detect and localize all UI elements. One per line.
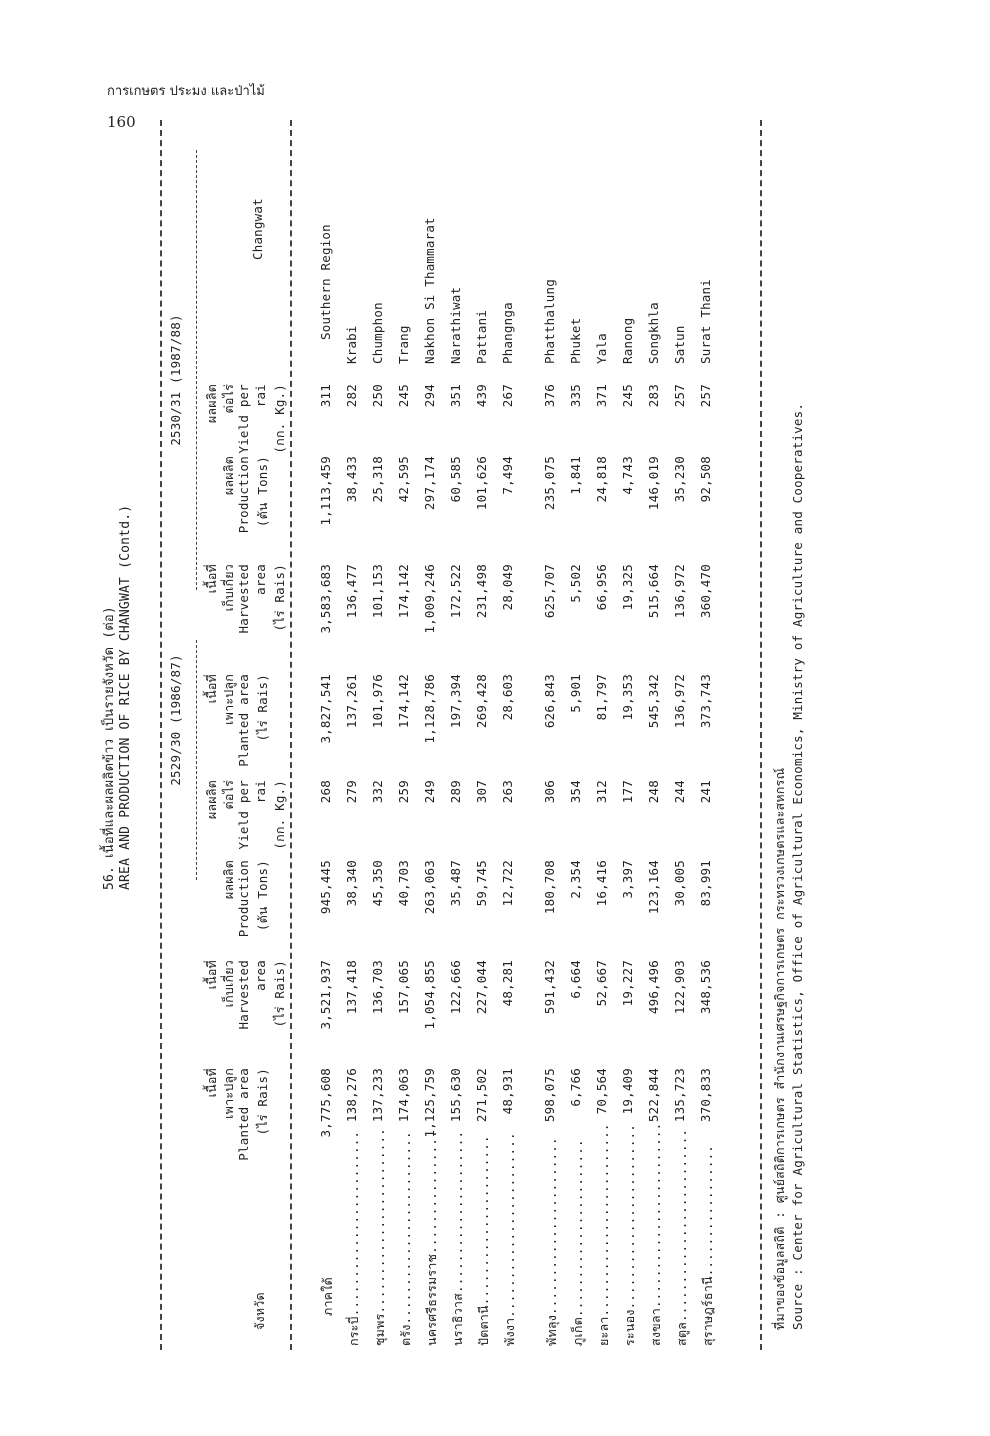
cell-value: 439: [474, 384, 489, 408]
cell-value: 235,075: [542, 456, 557, 511]
rule-year2: [196, 150, 197, 590]
cell-value: 101,626: [474, 456, 489, 511]
cell-value: 269,428: [474, 674, 489, 729]
col-header-8-en2: rai: [253, 384, 268, 408]
cell-value: 137,233: [370, 1068, 385, 1123]
cell-value: 155,630: [448, 1068, 463, 1123]
cell-value: 19,325: [620, 564, 635, 611]
cell-value: 28,049: [500, 564, 515, 611]
rule-header-bottom: [290, 120, 292, 1350]
cell-value: 289: [448, 780, 463, 804]
row-name-en: Chumphon: [370, 302, 385, 364]
cell-value: 245: [620, 384, 635, 408]
col-changwat-th: จังหวัด: [252, 1292, 267, 1330]
row-name-th: สตูล.........................: [674, 1128, 689, 1346]
cell-value: 257: [698, 384, 713, 408]
cell-value: 245: [396, 384, 411, 408]
row-name-th: ภาคใต้: [320, 1277, 335, 1316]
col-header-6-en1: Harvested: [236, 564, 251, 634]
cell-value: 19,353: [620, 674, 635, 721]
cell-value: 227,044: [474, 960, 489, 1015]
cell-value: 123,164: [646, 860, 661, 915]
cell-value: 1,009,246: [422, 564, 437, 634]
cell-value: 250: [370, 384, 385, 408]
cell-value: 135,723: [672, 1068, 687, 1123]
source-th: ที่มาของข้อมูลสถิติ : ศูนย์สถิติการเกษตร สำนักงานเศรษฐกิจการเกษตร กระทรวงเกษตรและสหกรณ์: [772, 767, 787, 1330]
row-name-en: Satun: [672, 325, 687, 364]
row-name-th: ภูเก็ต.......................: [570, 1139, 585, 1346]
cell-value: 306: [542, 780, 557, 804]
cell-value: 5,901: [568, 674, 583, 713]
row-name-en: Ranong: [620, 317, 635, 364]
cell-value: 545,342: [646, 674, 661, 729]
cell-value: 2,354: [568, 860, 583, 899]
col-header-4-en3: (กก. Kg.): [272, 780, 287, 850]
row-name-th: สุราษฎร์ธานี.................: [700, 1144, 715, 1346]
cell-value: 174,142: [396, 674, 411, 729]
col-header-7-th2: ผลผลิต: [221, 456, 236, 496]
year2-header: 2530/31 (1987/88): [168, 314, 183, 446]
cell-value: 1,128,786: [422, 674, 437, 744]
col-header-3-en1: Production: [236, 860, 251, 938]
cell-value: 249: [422, 780, 437, 804]
col-header-3-en2: (ตัน Tons): [255, 860, 270, 932]
cell-value: 370,833: [698, 1068, 713, 1123]
cell-value: 307: [474, 780, 489, 804]
col-header-4-en1: Yield per: [236, 780, 251, 850]
cell-value: 92,508: [698, 456, 713, 503]
row-name-en: Pattani: [474, 309, 489, 364]
col-header-1-th2: เพาะปลูก: [221, 1068, 236, 1119]
running-header-title: การเกษตร ประมง และป่าไม้: [107, 84, 265, 99]
cell-value: 81,797: [594, 674, 609, 721]
row-name-en: Nakhon Si Thammarat: [422, 217, 437, 364]
row-name-en: Phuket: [568, 317, 583, 364]
cell-value: 59,745: [474, 860, 489, 907]
cell-value: 40,703: [396, 860, 411, 907]
col-header-4-th2: ต่อไร่: [221, 780, 236, 810]
row-name-th: ตรัง.........................: [398, 1131, 413, 1346]
cell-value: 625,707: [542, 564, 557, 619]
cell-value: 5,502: [568, 564, 583, 603]
col-header-2-en3: (ไร่ Rais): [272, 960, 287, 1028]
cell-value: 48,931: [500, 1068, 515, 1115]
cell-value: 174,063: [396, 1068, 411, 1123]
col-header-6-th2: เก็บเกี่ยว: [221, 564, 236, 612]
cell-value: 122,903: [672, 960, 687, 1015]
row-name-th: ยะลา.........................: [596, 1123, 611, 1346]
page-number: 160: [107, 113, 136, 131]
cell-value: 1,054,855: [422, 960, 437, 1030]
row-name-th: พัทลุง.......................: [544, 1137, 559, 1346]
cell-value: 268: [318, 780, 333, 804]
cell-value: 271,502: [474, 1068, 489, 1123]
cell-value: 42,595: [396, 456, 411, 503]
col-changwat-en: Changwat: [250, 198, 265, 260]
row-name-en: Yala: [594, 333, 609, 364]
cell-value: 83,991: [698, 860, 713, 907]
cell-value: 3,397: [620, 860, 635, 899]
col-header-5-en1: Planted area: [236, 674, 251, 767]
row-name-th: ชุมพร........................: [372, 1128, 387, 1346]
cell-value: 6,664: [568, 960, 583, 999]
col-header-4-en2: rai: [253, 780, 268, 804]
cell-value: 3,521,937: [318, 960, 333, 1030]
cell-value: 1,113,459: [318, 456, 333, 526]
cell-value: 136,972: [672, 564, 687, 619]
cell-value: 38,340: [344, 860, 359, 907]
col-header-1-th1: เนื้อที่: [204, 1068, 219, 1098]
cell-value: 376: [542, 384, 557, 408]
cell-value: 294: [422, 384, 437, 408]
cell-value: 146,019: [646, 456, 661, 511]
cell-value: 180,708: [542, 860, 557, 915]
cell-value: 4,743: [620, 456, 635, 495]
cell-value: 626,843: [542, 674, 557, 729]
cell-value: 101,976: [370, 674, 385, 729]
cell-value: 12,722: [500, 860, 515, 907]
row-name-en: Phangnga: [500, 302, 515, 364]
cell-value: 138,276: [344, 1068, 359, 1123]
cell-value: 7,494: [500, 456, 515, 495]
cell-value: 30,005: [672, 860, 687, 907]
cell-value: 197,394: [448, 674, 463, 729]
cell-value: 241: [698, 780, 713, 804]
cell-value: 38,433: [344, 456, 359, 503]
row-name-en: Trang: [396, 325, 411, 364]
cell-value: 3,583,683: [318, 564, 333, 634]
cell-value: 297,174: [422, 456, 437, 511]
row-name-en: Songkhla: [646, 302, 661, 364]
row-name-en: Surat Thani: [698, 279, 713, 364]
cell-value: 19,227: [620, 960, 635, 1007]
col-header-8-en1: Yield per: [236, 384, 251, 454]
col-header-6-th1: เนื้อที่: [204, 564, 219, 594]
cell-value: 66,956: [594, 564, 609, 611]
col-header-7-en1: Production: [236, 456, 251, 534]
cell-value: 157,065: [396, 960, 411, 1015]
col-header-8-th1: ผลผลิต: [204, 384, 219, 424]
cell-value: 48,281: [500, 960, 515, 1007]
cell-value: 136,477: [344, 564, 359, 619]
col-header-6-en2: area: [253, 564, 268, 595]
cell-value: 231,498: [474, 564, 489, 619]
cell-value: 1,125,759: [422, 1068, 437, 1138]
cell-value: 267: [500, 384, 515, 408]
cell-value: 257: [672, 384, 687, 408]
row-name-th: ระนอง........................: [622, 1124, 637, 1346]
row-name-th: สงขลา........................: [648, 1122, 663, 1346]
cell-value: 348,536: [698, 960, 713, 1015]
cell-value: 19,409: [620, 1068, 635, 1115]
cell-value: 360,470: [698, 564, 713, 619]
col-header-8-th2: ต่อไร่: [221, 384, 236, 414]
cell-value: 122,666: [448, 960, 463, 1015]
cell-value: 522,844: [646, 1068, 661, 1123]
cell-value: 136,703: [370, 960, 385, 1015]
cell-value: 52,667: [594, 960, 609, 1007]
cell-value: 351: [448, 384, 463, 408]
rule-bottom: [760, 120, 762, 1350]
cell-value: 24,818: [594, 456, 609, 503]
cell-value: 263: [500, 780, 515, 804]
cell-value: 28,603: [500, 674, 515, 721]
source-en: Source : Center for Agricultural Statistics, Office of Agricultural Economics, Ministry of Agriculture and Cooperatives.: [790, 402, 805, 1330]
cell-value: 496,496: [646, 960, 661, 1015]
rule-year1: [196, 640, 197, 880]
year1-header: 2529/30 (1986/87): [168, 654, 183, 786]
table-title-th: 56. เนื้อที่และผลผลิตข้าว เป็นรายจังหวัด (ต่อ): [102, 606, 117, 890]
cell-value: 354: [568, 780, 583, 804]
cell-value: 70,564: [594, 1068, 609, 1115]
cell-value: 137,261: [344, 674, 359, 729]
cell-value: 60,585: [448, 456, 463, 503]
cell-value: 283: [646, 384, 661, 408]
cell-value: 312: [594, 780, 609, 804]
cell-value: 515,664: [646, 564, 661, 619]
cell-value: 598,075: [542, 1068, 557, 1123]
cell-value: 332: [370, 780, 385, 804]
col-header-8-en3: (กก. Kg.): [272, 384, 287, 454]
table-title-en: AREA AND PRODUCTION OF RICE BY CHANGWAT (Contd.): [118, 504, 133, 890]
cell-value: 279: [344, 780, 359, 804]
col-header-7-en2: (ตัน Tons): [255, 456, 270, 528]
cell-value: 136,972: [672, 674, 687, 729]
cell-value: 591,432: [542, 960, 557, 1015]
cell-value: 945,445: [318, 860, 333, 915]
row-name-th: นครศรีธรรมราช................: [424, 1130, 439, 1346]
cell-value: 45,350: [370, 860, 385, 907]
cell-value: 373,743: [698, 674, 713, 729]
cell-value: 172,522: [448, 564, 463, 619]
col-header-5-en2: (ไร่ Rais): [255, 674, 270, 742]
cell-value: 25,318: [370, 456, 385, 503]
cell-value: 35,487: [448, 860, 463, 907]
row-name-th: กระบี่........................: [346, 1130, 361, 1346]
col-header-3-th2: ผลผลิต: [221, 860, 236, 900]
col-header-5-th2: เพาะปลูก: [221, 674, 236, 725]
cell-value: 3,827,541: [318, 674, 333, 744]
rotated-table: [90, 100, 890, 1360]
col-header-2-en1: Harvested: [236, 960, 251, 1030]
row-name-en: Southern Region: [318, 224, 333, 340]
cell-value: 35,230: [672, 456, 687, 503]
col-header-2-th2: เก็บเกี่ยว: [221, 960, 236, 1008]
col-header-2-en2: area: [253, 960, 268, 991]
cell-value: 177: [620, 780, 635, 804]
cell-value: 248: [646, 780, 661, 804]
cell-value: 259: [396, 780, 411, 804]
cell-value: 3,775,608: [318, 1068, 333, 1138]
cell-value: 371: [594, 384, 609, 408]
col-header-6-en3: (ไร่ Rais): [272, 564, 287, 632]
row-name-en: Krabi: [344, 325, 359, 364]
row-name-th: นราธิวาส.....................: [450, 1130, 465, 1346]
col-header-1-en2: (ไร่ Rais): [255, 1068, 270, 1136]
cell-value: 263,063: [422, 860, 437, 915]
cell-value: 244: [672, 780, 687, 804]
row-name-en: Phatthalung: [542, 279, 557, 364]
cell-value: 174,142: [396, 564, 411, 619]
rule-top: [160, 120, 162, 1350]
cell-value: 311: [318, 384, 333, 408]
cell-value: 282: [344, 384, 359, 408]
cell-value: 101,153: [370, 564, 385, 619]
cell-value: 335: [568, 384, 583, 408]
cell-value: 6,766: [568, 1068, 583, 1107]
row-name-en: Narathiwat: [448, 286, 463, 364]
col-header-1-en1: Planted area: [236, 1068, 251, 1161]
cell-value: 137,418: [344, 960, 359, 1015]
col-header-5-th1: เนื้อที่: [204, 674, 219, 704]
cell-value: 16,416: [594, 860, 609, 907]
col-header-4-th1: ผลผลิต: [204, 780, 219, 820]
col-header-2-th1: เนื้อที่: [204, 960, 219, 990]
row-name-th: พังงา........................: [502, 1132, 517, 1346]
cell-value: 1,841: [568, 456, 583, 495]
row-name-th: ปัตตานี......................: [476, 1135, 491, 1346]
